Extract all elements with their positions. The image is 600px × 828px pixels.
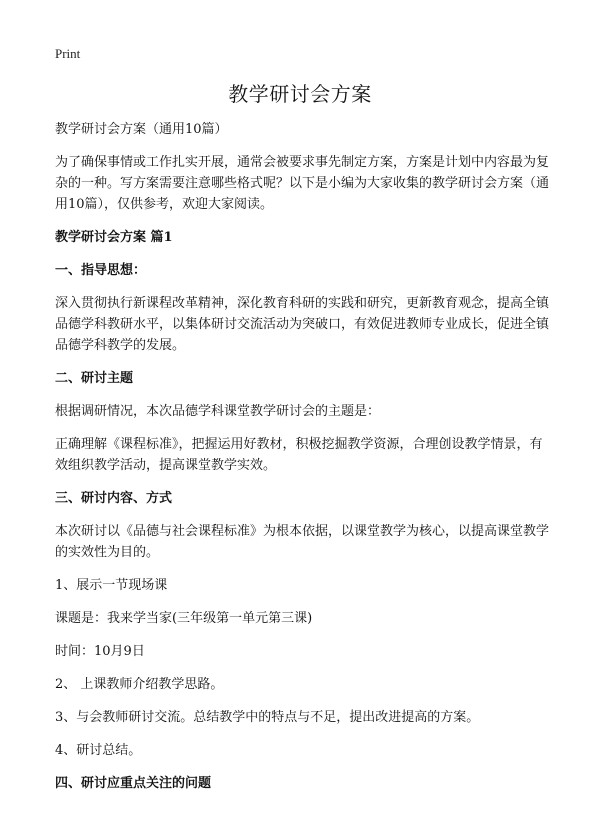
document-subtitle: 教学研讨会方案（通用10篇） [55,122,228,137]
print-link[interactable]: Print [55,46,81,61]
heading-guiding-ideology: 一、指导思想： [55,263,147,278]
section-title: 教学研讨会方案 篇1 [55,230,173,245]
lesson-time: 时间：10月9日 [55,644,145,659]
document-body [55,119,553,806]
list-item-discussion: 3、与会教师研讨交流。总结教学中的特点与不足，提出改进提高的方案。 [55,710,480,725]
lesson-topic: 课题是：我来学当家(三年级第一单元第三课) [55,611,313,626]
heading-content-method: 三、研讨内容、方式 [55,491,173,506]
paragraph-theme-intro: 根据调研情况，本次品德学科课堂教学研讨会的主题是： [55,404,381,419]
list-item-demo-lesson: 1、展示一节现场课 [55,578,168,593]
list-item-teacher-intro: 2、 上课教师介绍教学思路。 [55,677,224,692]
paragraph-guiding-ideology: 深入贯彻执行新课程改革精神，深化教育科研的实践和研究，更新教育观念，提高全镇品德学科教研水平，以集体研讨交流活动为突破口，有效促进教师专业成长，促进全镇品德学科教学的发展。 [55,296,550,353]
paragraph-theme-content: 正确理解《课程标准》，把握运用好教材，积极挖掘教学资源，合理创设教学情景，有效组织教学活动，提高课堂教学实效。 [55,437,543,473]
heading-key-issues: 四、研讨应重点关注的问题 [55,776,212,791]
paragraph-content-method: 本次研讨以《品德与社会课程标准》为根本依据，以课堂教学为核心，以提高课堂教学的实效性为目的。 [55,524,550,560]
intro-paragraph: 为了确保事情或工作扎实开展，通常会被要求事先制定方案，方案是计划中内容最为复杂的一种。写方案需要注意哪些格式呢？以下是小编为大家收集的教学研讨会方案（通用10篇），仅供参考，欢迎大家阅读。 [55,155,550,212]
document-title: 教学研讨会方案 [228,82,372,106]
heading-seminar-theme: 二、研讨主题 [55,371,134,386]
list-item-summary: 4、研讨总结。 [55,743,142,758]
